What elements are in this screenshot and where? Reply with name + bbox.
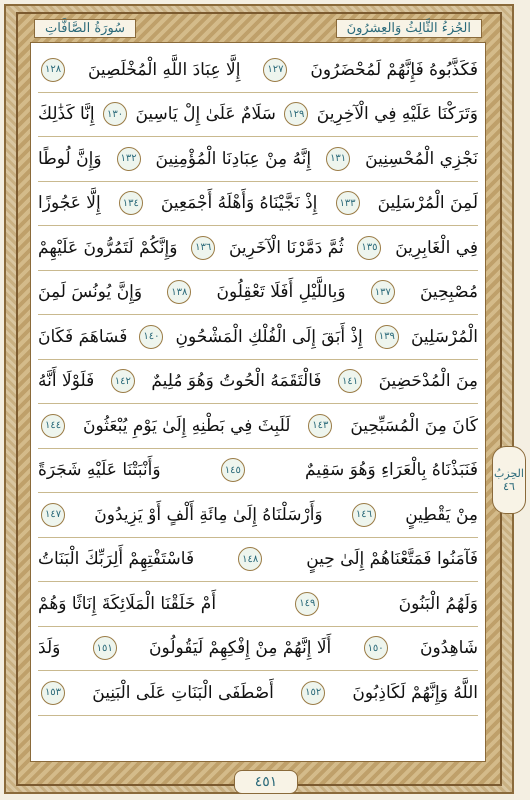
juz-title: الجُزءُ الثَّالِثُ وَالعِشرُونَ [336, 19, 482, 38]
ayah-number-marker: ١٢٧ [263, 58, 287, 82]
ayah-number-marker: ١٣٥ [357, 236, 381, 260]
ayah-number-marker: ١٤٧ [41, 503, 65, 527]
verse-line [38, 315, 478, 360]
verse-text: إِذْ نَجَّيْنَاهُ وَأَهْلَهُ أَجْمَعِينَ [160, 193, 318, 214]
verse-text: فَالْتَقَمَهُ الْحُوتُ وَهُوَ مُلِيمٌ [151, 371, 322, 392]
verse-line [38, 226, 478, 271]
verse-text: إِلَّا عَجُوزًا [38, 193, 101, 214]
ayah-number-marker: ١٥٢ [301, 681, 325, 705]
verse-line [38, 538, 478, 583]
ayah-number-marker: ١٣٠ [103, 102, 127, 126]
verse-text: مِنْ يَقْطِينٍ [405, 504, 478, 525]
verse-text: إِذْ أَبَقَ إِلَى الْفُلْكِ الْمَشْحُونِ [175, 326, 363, 347]
ayah-number-marker: ١٢٩ [284, 102, 308, 126]
verse-line [38, 493, 478, 538]
verse-text: فَلَوْلَا أَنَّهُ [38, 371, 95, 392]
verse-text: شَاهِدُونَ [419, 638, 478, 659]
page-number-text: ٤٥١ [254, 774, 278, 790]
verse-line [38, 671, 478, 716]
ayah-number-marker: ١٣٦ [191, 236, 215, 260]
verse-text: فِي الْغَابِرِينَ [395, 237, 478, 258]
ayah-number-marker: ١٣٢ [117, 147, 141, 171]
ayah-number-marker: ١٢٨ [41, 58, 65, 82]
verse-text: فَنَبَذْنَاهُ بِالْعَرَاءِ وَهُوَ سَقِيمٌ [305, 460, 478, 481]
verse-line [38, 48, 478, 93]
verse-line [38, 360, 478, 405]
ayah-number-marker: ١٤٢ [111, 369, 135, 393]
verse-line [38, 271, 478, 316]
verse-line [38, 137, 478, 182]
verse-line [38, 182, 478, 227]
verse-text: فَسَاهَمَ فَكَانَ [38, 326, 128, 347]
verse-text: لَمِنَ الْمُرْسَلِينَ [377, 193, 478, 214]
ayah-number-marker: ١٤٨ [238, 547, 262, 571]
verse-text: وَأَرْسَلْنَاهُ إِلَىٰ مِائَةِ أَلْفٍ أَوْ يَزِيدُونَ [94, 504, 323, 525]
ayah-number-marker: ١٤٦ [352, 503, 376, 527]
verse-text: الْمُرْسَلِينَ [410, 326, 478, 347]
verse-text: وَلَدَ [38, 638, 61, 659]
verse-line [38, 404, 478, 449]
verse-text: اللَّهُ وَإِنَّهُمْ لَكَاذِبُونَ [352, 682, 478, 703]
hizb-number: ٤٦ [503, 480, 515, 493]
verse-line [38, 93, 478, 138]
ayah-number-marker: ١٥٣ [41, 681, 65, 705]
ayah-number-marker: ١٣١ [326, 147, 350, 171]
surah-title: سُورَةُ الصَّافَّاتِ [34, 19, 136, 38]
ayah-number-marker: ١٤٣ [308, 414, 332, 438]
ayah-number-marker: ١٣٣ [336, 191, 360, 215]
verse-text: فَكَذَّبُوهُ فَإِنَّهُمْ لَمُحْضَرُونَ [310, 59, 478, 80]
verse-text: مُصْبِحِينَ [419, 282, 478, 303]
ayah-number-marker: ١٥١ [93, 636, 117, 660]
verse-text: وَإِنَّ يُونُسَ لَمِنَ [38, 282, 143, 303]
ayah-number-marker: ١٤٠ [139, 325, 163, 349]
ayah-number-marker: ١٤٤ [41, 414, 65, 438]
verse-text: أَصْطَفَى الْبَنَاتِ عَلَى الْبَنِينَ [92, 682, 274, 703]
verse-text: وَلَهُمُ الْبَنُونَ [398, 593, 478, 614]
verse-line [38, 449, 478, 494]
hizb-marker [492, 446, 526, 514]
verse-text: سَلَامٌ عَلَىٰ إِلْ يَاسِينَ [135, 104, 276, 125]
verse-text: وَإِنَّ لُوطًا [38, 148, 102, 169]
verse-line [38, 627, 478, 672]
ayah-number-marker: ١٣٧ [371, 280, 395, 304]
verse-text: ثُمَّ دَمَّرْنَا الْآخَرِينَ [228, 237, 344, 258]
ayah-number-marker: ١٣٤ [119, 191, 143, 215]
verse-line [38, 582, 478, 627]
verse-text: وَبِاللَّيْلِ أَفَلَا تَعْقِلُونَ [216, 282, 346, 303]
verse-text: إِنَّهُ مِنْ عِبَادِنَا الْمُؤْمِنِينَ [155, 148, 312, 169]
verse-text: إِنَّا كَذَٰلِكَ [38, 104, 95, 125]
verse-text: كَانَ مِنَ الْمُسَبِّحِينَ [350, 415, 478, 436]
verse-text: وَتَرَكْنَا عَلَيْهِ فِي الْآخِرِينَ [316, 104, 478, 125]
page-header [34, 16, 482, 40]
ayah-number-marker: ١٥٠ [364, 636, 388, 660]
verse-text: أَمْ خَلَقْنَا الْمَلَائِكَةَ إِنَاثًا وَهُمْ [38, 593, 217, 614]
verse-text: أَلَا إِنَّهُمْ مِنْ إِفْكِهِمْ لَيَقُولُونَ [149, 638, 332, 659]
verse-text: لَلَبِثَ فِي بَطْنِهِ إِلَىٰ يَوْمِ يُبْعَثُونَ [82, 415, 291, 436]
ayah-number-marker: ١٤١ [338, 369, 362, 393]
verse-text: نَجْزِي الْمُحْسِنِينَ [365, 148, 478, 169]
verse-text: وَإِنَّكُمْ لَتَمُرُّونَ عَلَيْهِمْ [38, 237, 178, 258]
verse-text: فَآمَنُوا فَمَتَّعْنَاهُمْ إِلَىٰ حِينٍ [306, 549, 478, 570]
verse-text: فَاسْتَفْتِهِمْ أَلِرَبِّكَ الْبَنَاتُ [38, 549, 195, 570]
ayah-number-marker: ١٣٨ [167, 280, 191, 304]
verse-lines [38, 48, 478, 716]
verse-text: مِنَ الْمُدْحَضِينَ [378, 371, 478, 392]
ayah-number-marker: ١٣٩ [375, 325, 399, 349]
verse-text: إِلَّا عِبَادَ اللَّهِ الْمُخْلَصِينَ [87, 59, 241, 80]
ayah-number-marker: ١٤٥ [221, 458, 245, 482]
ayah-number-marker: ١٤٩ [295, 592, 319, 616]
verse-text: وَأَنْبَتْنَا عَلَيْهِ شَجَرَةً [38, 460, 161, 481]
page-number [234, 770, 298, 794]
hizb-label: الحِزبُ [494, 467, 524, 480]
